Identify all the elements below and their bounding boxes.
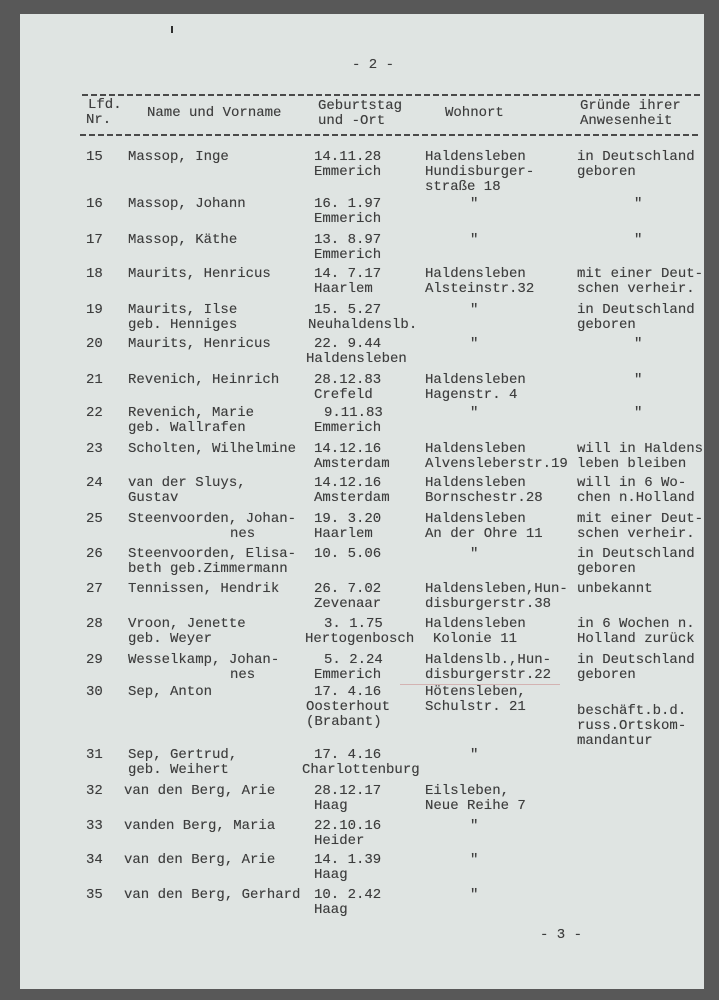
- residence-line: Schulstr. 21: [425, 699, 526, 715]
- birth-line: Oosterhout: [306, 699, 391, 715]
- birth-line: (Brabant): [306, 714, 382, 730]
- header-nr: Nr.: [86, 112, 112, 128]
- residence-line: Haldensleben: [425, 616, 526, 632]
- row-number: 15: [86, 149, 103, 165]
- reason-line: unbekannt: [577, 581, 653, 597]
- birth-line: Haldensleben: [306, 351, 407, 367]
- residence-line: Neue Reihe 7: [425, 798, 526, 814]
- table-row: [0, 405, 719, 436]
- row-number: 35: [86, 887, 103, 903]
- ditto-mark: ": [470, 232, 479, 248]
- table-row: [0, 818, 719, 849]
- row-number: 16: [86, 196, 103, 212]
- birth-line: 22.10.16: [314, 818, 382, 834]
- birth-line: 17. 4.16: [314, 684, 382, 700]
- birth-line: 14.11.28: [314, 149, 382, 165]
- birth-line: Emmerich: [314, 164, 382, 180]
- table-row: [0, 581, 719, 612]
- ditto-mark: ": [470, 405, 479, 421]
- residence-line: Alsteinstr.32: [425, 281, 535, 297]
- birth-line: 28.12.83: [314, 372, 382, 388]
- row-number: 17: [86, 232, 103, 248]
- reason-line: geboren: [577, 317, 636, 333]
- row-number: 30: [86, 684, 103, 700]
- name-line: vanden Berg, Maria: [124, 818, 276, 834]
- residence-line: disburgerstr.22: [425, 667, 552, 683]
- birth-line: 13. 8.97: [314, 232, 382, 248]
- row-number: 23: [86, 441, 103, 457]
- birth-line: Heider: [314, 833, 365, 849]
- reason-line: Holland zurück: [577, 631, 695, 647]
- name-line: Scholten, Wilhelmine: [128, 441, 297, 457]
- name-line: geb. Henniges: [128, 317, 238, 333]
- birth-line: Haarlem: [314, 526, 373, 542]
- reason-line: mit einer Deut-: [577, 511, 704, 527]
- ditto-mark: ": [470, 546, 479, 562]
- name-line: beth geb.Zimmermann: [128, 561, 288, 577]
- reason-line: in Deutschland: [577, 652, 695, 668]
- residence-line: Kolonie 11: [433, 631, 518, 647]
- residence-line: Haldensleben: [425, 441, 526, 457]
- residence-line: Eilsleben,: [425, 783, 510, 799]
- name-line: Wesselkamp, Johan-: [128, 652, 280, 668]
- residence-line: Bornschestr.28: [425, 490, 543, 506]
- row-number: 26: [86, 546, 103, 562]
- header-lfd: Lfd.: [88, 97, 122, 113]
- ditto-mark: ": [470, 302, 479, 318]
- residence-line: Hagenstr. 4: [425, 387, 518, 403]
- name-line: van den Berg, Gerhard: [124, 887, 301, 903]
- reason-line: in Deutschland: [577, 546, 695, 562]
- name-line: Vroon, Jenette: [128, 616, 246, 632]
- residence-line: Alvensleberstr.19: [425, 456, 568, 472]
- ditto-mark: ": [634, 232, 643, 248]
- birth-line: Crefeld: [314, 387, 373, 403]
- ditto-mark: ": [634, 372, 643, 388]
- row-number: 22: [86, 405, 103, 421]
- name-line: Revenich, Heinrich: [128, 372, 280, 388]
- birth-line: 9.11.83: [324, 405, 383, 421]
- birth-line: Haag: [314, 867, 348, 883]
- table-row: [0, 616, 719, 647]
- birth-line: Emmerich: [314, 420, 382, 436]
- table-row: [0, 372, 719, 403]
- birth-line: Amsterdam: [314, 490, 390, 506]
- birth-line: 14. 1.39: [314, 852, 382, 868]
- residence-line: Haldensleben: [425, 511, 526, 527]
- residence-line: Hundisburger-: [425, 164, 535, 180]
- ditto-mark: ": [470, 852, 479, 868]
- name-line: Sep, Gertrud,: [128, 747, 238, 763]
- table-row: [0, 546, 719, 577]
- residence-line: Haldensleben: [425, 372, 526, 388]
- page-number-top: - 2 -: [352, 57, 395, 73]
- table-row: [0, 684, 719, 749]
- ditto-mark: ": [634, 336, 643, 352]
- residence-line: disburgerstr.38: [425, 596, 552, 612]
- row-number: 32: [86, 783, 103, 799]
- name-line: Revenich, Marie: [128, 405, 255, 421]
- table-row: [0, 747, 719, 778]
- birth-line: Haarlem: [314, 281, 373, 297]
- reason-line: will in Haldens: [577, 441, 704, 457]
- reason-line: mit einer Deut-: [577, 266, 704, 282]
- birth-line: Neuhaldenslb.: [308, 317, 418, 333]
- table-row: [0, 336, 719, 367]
- header-birth-date: Geburtstag: [318, 98, 403, 114]
- residence-line: An der Ohre 11: [425, 526, 543, 542]
- reason-line: geboren: [577, 164, 636, 180]
- reason-line: geboren: [577, 561, 636, 577]
- table-row: [0, 149, 719, 195]
- birth-line: Haag: [314, 798, 348, 814]
- header-reason-2: Anwesenheit: [580, 113, 673, 129]
- row-number: 20: [86, 336, 103, 352]
- reason-line: in Deutschland: [577, 149, 695, 165]
- birth-line: 22. 9.44: [314, 336, 382, 352]
- reason-line: mandantur: [577, 733, 653, 749]
- name-line: Tennissen, Hendrik: [128, 581, 280, 597]
- table-row: [0, 232, 719, 263]
- row-number: 34: [86, 852, 103, 868]
- ditto-mark: ": [470, 336, 479, 352]
- row-number: 27: [86, 581, 103, 597]
- reason-line: schen verheir.: [577, 526, 695, 542]
- reason-line: in Deutschland: [577, 302, 695, 318]
- birth-line: 19. 3.20: [314, 511, 382, 527]
- name-line: Maurits, Henricus: [128, 336, 271, 352]
- reason-line: russ.Ortskom-: [577, 718, 687, 734]
- name-line: geb. Weyer: [128, 631, 213, 647]
- table-row: [0, 652, 719, 683]
- table-row: [0, 511, 719, 542]
- birth-line: 14. 7.17: [314, 266, 382, 282]
- name-line: Massop, Käthe: [128, 232, 238, 248]
- birth-line: 3. 1.75: [324, 616, 383, 632]
- birth-line: 16. 1.97: [314, 196, 382, 212]
- birth-line: Emmerich: [314, 211, 382, 227]
- row-number: 25: [86, 511, 103, 527]
- residence-line: Haldensleben: [425, 475, 526, 491]
- row-number: 31: [86, 747, 103, 763]
- ditto-mark: ": [470, 747, 479, 763]
- birth-line: 5. 2.24: [324, 652, 383, 668]
- name-line: Maurits, Ilse: [128, 302, 238, 318]
- name-line: Steenvoorden, Johan-: [128, 511, 297, 527]
- row-number: 28: [86, 616, 103, 632]
- birth-line: Charlottenburg: [302, 762, 420, 778]
- birth-line: 14.12.16: [314, 475, 382, 491]
- residence-line: Haldensleben: [425, 149, 526, 165]
- name-line: Massop, Johann: [128, 196, 246, 212]
- birth-line: 15. 5.27: [314, 302, 382, 318]
- birth-line: Emmerich: [314, 667, 382, 683]
- reason-line: leben bleiben: [577, 456, 687, 472]
- reason-line: geboren: [577, 667, 636, 683]
- name-line: Steenvoorden, Elisa-: [128, 546, 297, 562]
- ditto-mark: ": [470, 196, 479, 212]
- name-line: nes: [230, 667, 256, 683]
- name-line: geb. Wallrafen: [128, 420, 246, 436]
- table-row: [0, 441, 719, 472]
- residence-line: Haldensleben: [425, 266, 526, 282]
- name-line: Maurits, Henricus: [128, 266, 271, 282]
- header-residence: Wohnort: [445, 105, 504, 121]
- header-reason: Gründe ihrer: [580, 98, 681, 114]
- table-row: [0, 783, 719, 814]
- name-line: Massop, Inge: [128, 149, 229, 165]
- name-line: van den Berg, Arie: [124, 852, 276, 868]
- table-row: [0, 266, 719, 297]
- table-row: [0, 196, 719, 227]
- reason-line: schen verheir.: [577, 281, 695, 297]
- table-row: [0, 887, 719, 918]
- birth-line: 28.12.17: [314, 783, 382, 799]
- birth-line: Emmerich: [314, 247, 382, 263]
- table-row: [0, 302, 719, 333]
- residence-line: straße 18: [425, 179, 501, 195]
- table-row: [0, 852, 719, 883]
- residence-line: Haldenslb.,Hun-: [425, 652, 552, 668]
- residence-line: Hötensleben,: [425, 684, 526, 700]
- name-line: Sep, Anton: [128, 684, 213, 700]
- name-line: van der Sluys,: [128, 475, 246, 491]
- header-birth-place: und -Ort: [318, 113, 386, 129]
- birth-line: 17. 4.16: [314, 747, 382, 763]
- birth-line: 10. 5.06: [314, 546, 382, 562]
- name-line: Gustav: [128, 490, 179, 506]
- ditto-mark: ": [470, 818, 479, 834]
- reason-line: beschäft.b.d.: [577, 703, 687, 719]
- ditto-mark: ": [634, 196, 643, 212]
- birth-line: 14.12.16: [314, 441, 382, 457]
- row-number: 33: [86, 818, 103, 834]
- row-number: 19: [86, 302, 103, 318]
- reason-line: will in 6 Wo-: [577, 475, 687, 491]
- row-number: 18: [86, 266, 103, 282]
- residence-line: Haldensleben,Hun-: [425, 581, 568, 597]
- header-name: Name und Vorname: [147, 105, 282, 121]
- name-line: van den Berg, Arie: [124, 783, 276, 799]
- birth-line: Haag: [314, 902, 348, 918]
- row-number: 21: [86, 372, 103, 388]
- birth-line: Zevenaar: [314, 596, 382, 612]
- ditto-mark: ": [470, 887, 479, 903]
- table-row: [0, 475, 719, 506]
- birth-line: Amsterdam: [314, 456, 390, 472]
- birth-line: 26. 7.02: [314, 581, 382, 597]
- row-number: 24: [86, 475, 103, 491]
- name-line: geb. Weihert: [128, 762, 229, 778]
- birth-line: Hertogenbosch: [305, 631, 415, 647]
- page-number-bottom: - 3 -: [540, 927, 583, 943]
- reason-line: in 6 Wochen n.: [577, 616, 695, 632]
- reason-line: chen n.Holland: [577, 490, 695, 506]
- name-line: nes: [230, 526, 256, 542]
- ditto-mark: ": [634, 405, 643, 421]
- birth-line: 10. 2.42: [314, 887, 382, 903]
- row-number: 29: [86, 652, 103, 668]
